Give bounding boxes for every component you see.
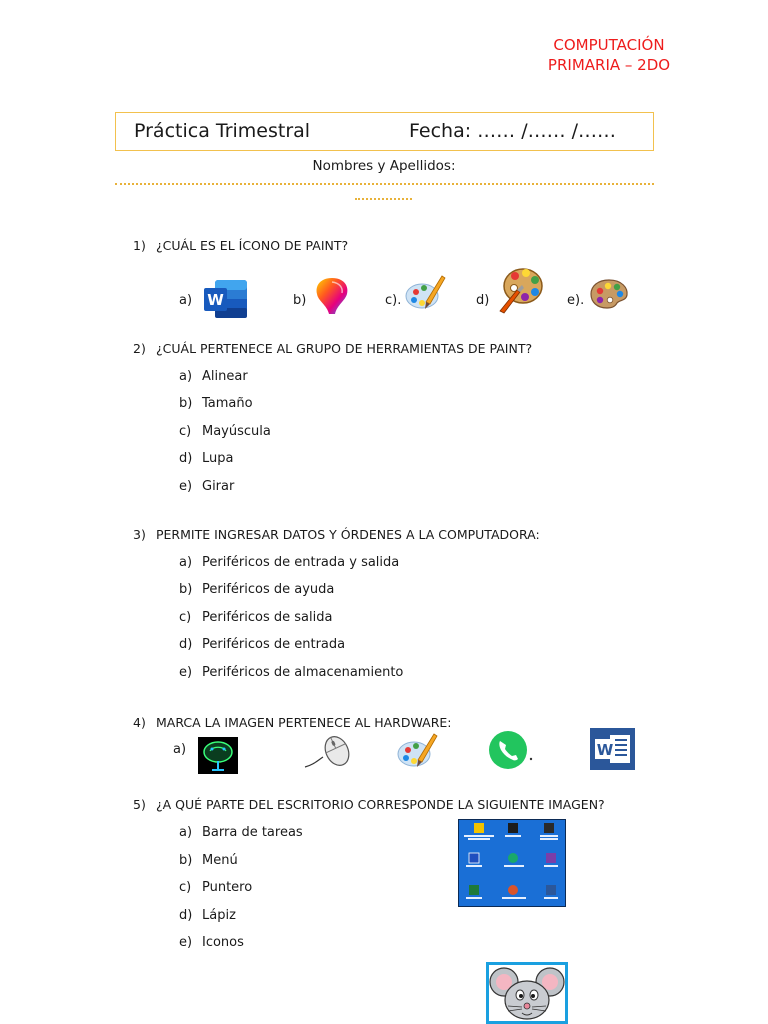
- option-text: Menú: [202, 853, 238, 868]
- question-number: 5): [133, 797, 146, 812]
- question-text: PERMITE INGRESAR DATOS Y ÓRDENES A LA COMPUTADORA:: [156, 527, 540, 542]
- option-text: Periféricos de ayuda: [202, 582, 335, 597]
- mouse-cartoon-image: [486, 962, 568, 1024]
- page-title: Práctica Trimestral: [134, 120, 311, 142]
- question-number: 4): [133, 715, 146, 730]
- option-letter: e): [179, 935, 193, 950]
- option-letter: c): [179, 424, 192, 439]
- paint3d-icon: [314, 276, 350, 316]
- question-number: 2): [133, 341, 146, 356]
- option-text: Alinear: [202, 369, 248, 384]
- q1-label-a: a): [179, 293, 193, 308]
- question-text: ¿A QUÉ PARTE DEL ESCRITORIO CORRESPONDE LA SIGUIENTE IMAGEN?: [156, 797, 605, 812]
- q1-label-e: e).: [567, 293, 585, 308]
- option-letter: b): [179, 582, 193, 597]
- option-text: Mayúscula: [202, 424, 271, 439]
- option-text: Lupa: [202, 451, 234, 466]
- question-text: ¿CUÁL PERTENECE AL GRUPO DE HERRAMIENTAS DE PAINT?: [156, 341, 533, 356]
- option-text: Lápiz: [202, 908, 236, 923]
- option-letter: e): [179, 479, 193, 494]
- paint-palette-icon: [396, 730, 438, 770]
- option-letter: d): [179, 451, 193, 466]
- option-text: Tamaño: [202, 396, 253, 411]
- option-letter: c): [179, 880, 192, 895]
- palette-brush-icon: [497, 264, 545, 314]
- q1-label-d: d): [476, 293, 490, 308]
- names-dotted-line: [115, 175, 654, 185]
- paint-palette-icon: [404, 272, 446, 312]
- word-icon: [203, 279, 248, 319]
- option-letter: d): [179, 908, 193, 923]
- option-text: Periféricos de entrada: [202, 637, 346, 652]
- q4-label-a: a): [173, 742, 187, 757]
- option-letter: b): [179, 396, 193, 411]
- word-icon: [590, 728, 635, 770]
- circuit-tree-icon: [198, 737, 238, 774]
- option-text: Barra de tareas: [202, 825, 303, 840]
- option-text: Girar: [202, 479, 235, 494]
- question-number: 1): [133, 238, 146, 253]
- option-letter: b): [179, 853, 193, 868]
- names-label: Nombres y Apellidos:: [312, 158, 456, 174]
- option-text: Periféricos de entrada y salida: [202, 555, 400, 570]
- option-text: Puntero: [202, 880, 253, 895]
- course-line2: PRIMARIA – 2DO: [547, 56, 671, 74]
- course-heading: [534, 35, 684, 75]
- mouse-icon: [303, 733, 355, 769]
- svg-text:W: W: [207, 291, 224, 309]
- option-letter: d): [179, 637, 193, 652]
- option-letter: a): [179, 369, 193, 384]
- desktop-icons-image: [458, 819, 566, 907]
- question-text: MARCA LA IMAGEN PERTENECE AL HARDWARE:: [156, 715, 452, 730]
- option-letter: c): [179, 610, 192, 625]
- option-letter: a): [179, 825, 193, 840]
- option-letter: a): [179, 555, 193, 570]
- option-text: Periféricos de salida: [202, 610, 333, 625]
- names-dotted-line-2: [355, 190, 412, 200]
- option-text: Iconos: [202, 935, 244, 950]
- q1-label-c: c).: [385, 293, 402, 308]
- date-field: Fecha: …… /…… /……: [409, 120, 617, 142]
- question-number: 3): [133, 527, 146, 542]
- course-line1: COMPUTACIÓN: [553, 36, 665, 54]
- phone-icon: [487, 730, 535, 770]
- question-text: ¿CUÁL ES EL ÍCONO DE PAINT?: [156, 238, 349, 253]
- svg-text:W: W: [596, 741, 614, 759]
- title-box: [115, 112, 654, 151]
- option-letter: e): [179, 665, 193, 680]
- palette-icon: [589, 278, 629, 310]
- q1-label-b: b): [293, 293, 307, 308]
- option-text: Periféricos de almacenamiento: [202, 665, 404, 680]
